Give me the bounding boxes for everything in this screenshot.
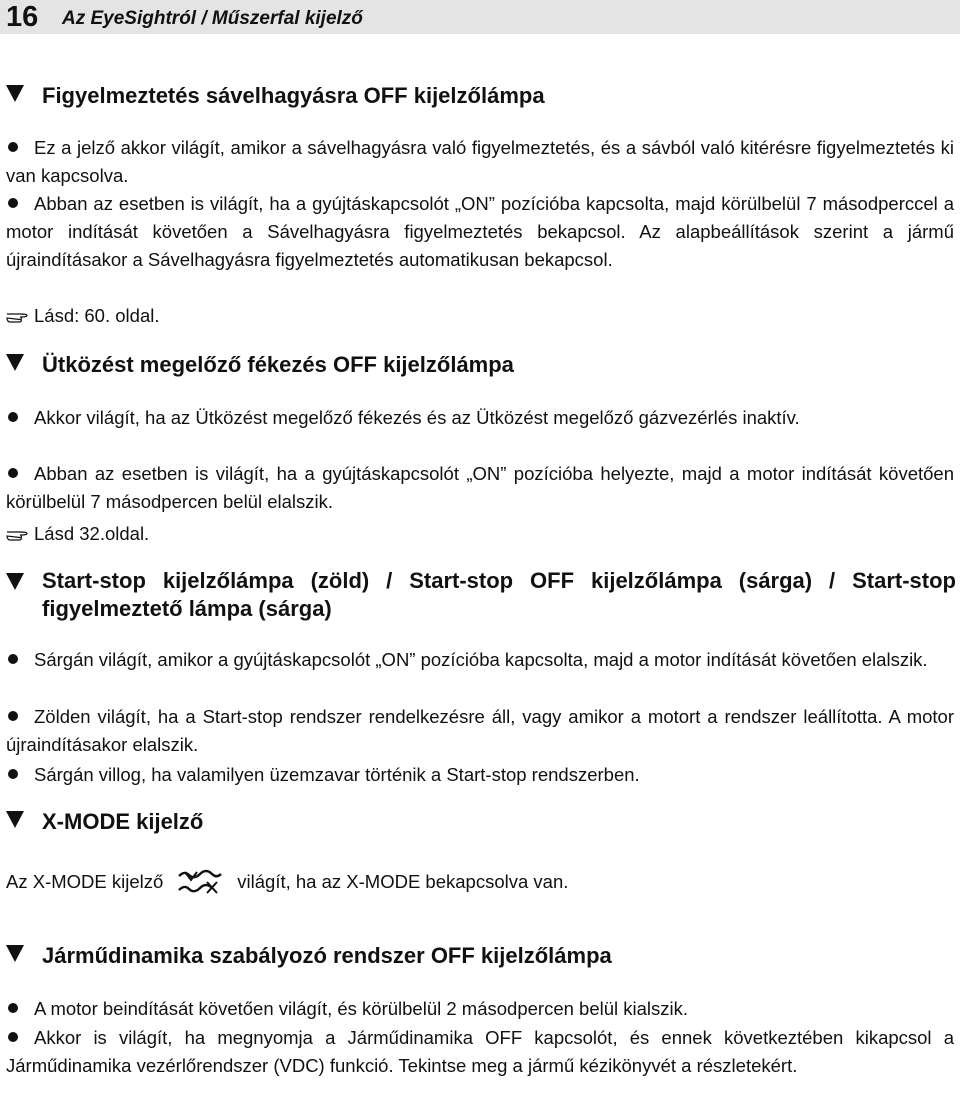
heading-text: X-MODE kijelző (42, 809, 204, 834)
bullet-icon (8, 142, 18, 152)
brake-off-bullet-2: Abban az esetben is világít, ha a gyújtáskapcsolót „ON” pozícióba helyezte, majd a motor indítását követően körülbelül 7 másodpercen belül elalszik. (6, 463, 954, 512)
page-header (0, 0, 960, 34)
triangle-marker-icon (6, 573, 24, 590)
start-stop-bullet-2: Zölden világít, ha a Start-stop rendszer rendelkezésre áll, vagy amikor a motort a rendszer leállította. A motor újraindításakor elalszik. (6, 706, 954, 755)
heading-text: Start-stop kijelzőlámpa (zöld) / Start-stop OFF kijelzőlámpa (sárga) / Start-stop figyelmeztető lámpa (sárga) (42, 568, 956, 621)
triangle-marker-icon (6, 811, 24, 828)
section-heading-brake-off (6, 351, 956, 379)
pointing-hand-icon (6, 310, 28, 324)
x-mode-terrain-icon (177, 866, 223, 896)
vdc-off-bullet-1: A motor beindítását követően világít, és körülbelül 2 másodpercen belül kialszik. (6, 995, 954, 1023)
heading-text: Ütközést megelőző fékezés OFF kijelzőlámpa (42, 352, 514, 377)
pointing-hand-icon (6, 528, 28, 542)
vdc-off-bullet-2: Akkor is világít, ha megnyomja a Járműdinamika OFF kapcsolót, és ennek következtében kikapcsol a Járműdinamika vezérlőrendszer (VDC) funkció. Tekintse meg a jármű kézikönyvét a részletekért. (6, 1027, 954, 1076)
lane-off-bullet-2: Abban az esetben is világít, ha a gyújtáskapcsolót „ON” pozícióba kapcsolta, majd körülbelül 7 másodperccel a motor indítását követően a Sávelhagyásra figyelmeztetés bekapcsol. Az alapbeállítások szerint a jármű újraindításakor a Sávelhagyásra figyelmeztetés automatikusan bekapcsol. (6, 193, 954, 270)
brake-off-bullet-1: Akkor világít, ha az Ütközést megelőző fékezés és az Ütközést megelőző gázvezérlés inaktív. (6, 404, 954, 432)
triangle-marker-icon (6, 945, 24, 962)
section-heading-lane-off (6, 82, 956, 110)
heading-text: Járműdinamika szabályozó rendszer OFF kijelzőlámpa (42, 943, 612, 968)
bullet-icon (8, 412, 18, 422)
start-stop-bullet-3: Sárgán villog, ha valamilyen üzemzavar történik a Start-stop rendszerben. (6, 761, 954, 789)
bullet-icon (8, 711, 18, 721)
triangle-marker-icon (6, 354, 24, 371)
brake-off-page-reference: Lásd 32.oldal. (6, 520, 149, 548)
start-stop-bullet-1: Sárgán világít, amikor a gyújtáskapcsolót „ON” pozícióba kapcsolta, majd a motor indítását követően elalszik. (6, 646, 954, 674)
lane-off-page-reference: Lásd: 60. oldal. (6, 302, 159, 330)
section-heading-xmode (6, 808, 956, 836)
triangle-marker-icon (6, 85, 24, 102)
section-heading-vdc-off (6, 942, 956, 970)
bullet-icon (8, 468, 18, 478)
heading-text: Figyelmeztetés sávelhagyásra OFF kijelzőlámpa (42, 83, 545, 108)
bullet-icon (8, 1032, 18, 1042)
xmode-description: Az X-MODE kijelző világít, ha az X-MODE bekapcsolva van. (6, 866, 568, 896)
bullet-icon (8, 654, 18, 664)
header-title: Az EyeSightról / Műszerfal kijelző (62, 8, 363, 29)
bullet-icon (8, 198, 18, 208)
lane-off-bullet-1: Ez a jelző akkor világít, amikor a sávelhagyásra való figyelmeztetés, és a sávból való kitérésre figyelmeztetés ki van kapcsolva. (6, 137, 954, 186)
bullet-icon (8, 1003, 18, 1013)
page-number: 16 (6, 1, 39, 33)
bullet-icon (8, 769, 18, 779)
section-heading-start-stop (6, 567, 956, 623)
